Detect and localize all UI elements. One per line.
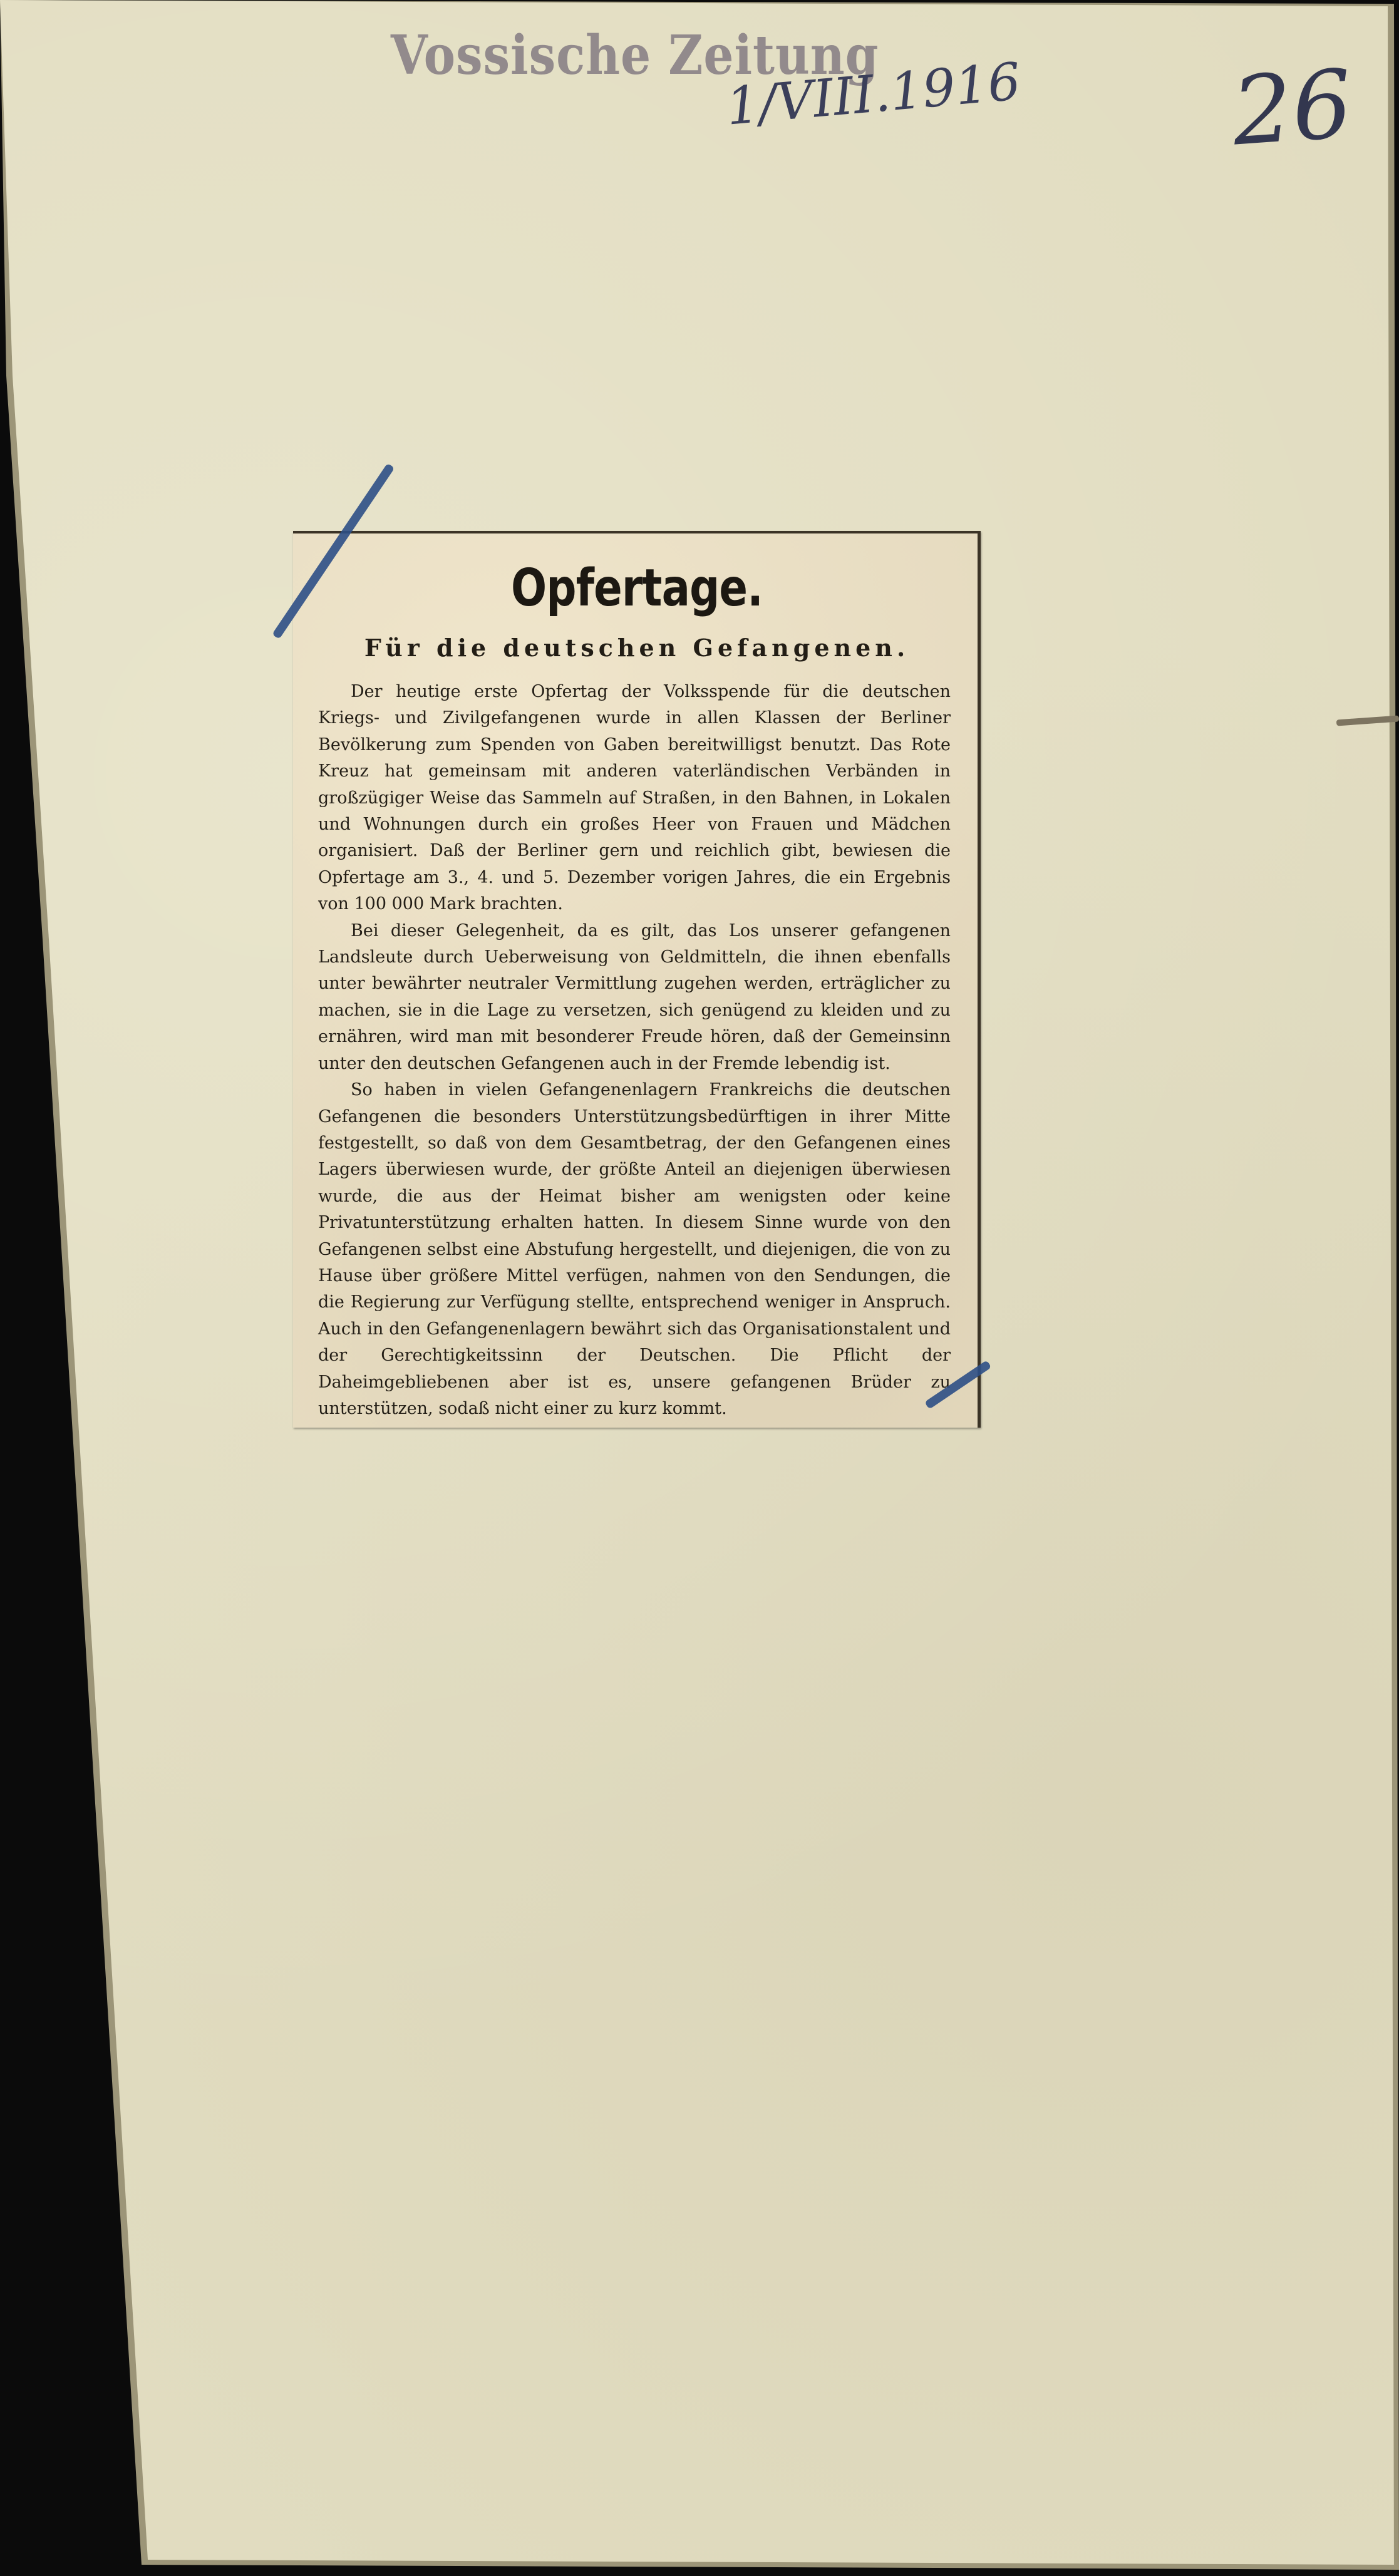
article-body bbox=[318, 679, 951, 1422]
article-paragraph-1: Der heutige erste Opfertag der Volksspende für die deutschen Kriegs- und Zivilgefangenen wurde in allen Klassen der Berliner Bevölkerung zum Spenden von Gaben bereitwilligst benutzt. Das Rote Kreuz hat gemeinsam mit anderen vaterländischen Verbänden in großzügiger Weise das Sammeln auf Straßen, in den Bahnen, in Lokalen und Wohnungen durch ein großes Heer von Frauen und Mädchen organisiert. Daß der Berliner gern und reichlich gibt, bewiesen die Opfertage am 3., 4. und 5. Dezember vorigen Jahres, die ein Ergebnis von 100 000 Mark brachten. bbox=[318, 682, 951, 914]
handwritten-date: 1/VIII.1916 bbox=[724, 51, 1023, 137]
newspaper-clipping bbox=[293, 531, 981, 1428]
article-paragraph-3: So haben in vielen Gefangenenlagern Frankreichs die deutschen Gefangenen die besonders Unterstützungsbedürftigen in ihrer Mitte festgestellt, so daß von dem Gesamtbetrag, der den Gefangenen eines Lagers überwiesen wurde, der größte Anteil an diejenigen überwiesen wurde, die aus der Heimat bisher am wenigsten oder keine Privatunterstützung erhalten hatten. In diesem Sinne wurde von den Gefangenen selbst eine Abstufung hergestellt, und diejenigen, die von zu Hause über größere Mittel verfügen, nahmen von den Sendungen, die die Regierung zur Verfügung stellte, entsprechend weniger in Anspruch. Auch in den Gefangenenlagern bewährt sich das Organisationstalent und der Gerechtigkeitssinn der Deutschen. Die Pflicht der Daheimgebliebenen aber ist es, unsere gefangenen Brüder zu unterstützen, sodaß nicht einer zu kurz kommt. bbox=[318, 1080, 951, 1418]
handwritten-page-number: 26 bbox=[1229, 49, 1356, 167]
article-title: Opfertage. bbox=[511, 559, 763, 618]
article-paragraph-2: Bei dieser Gelegenheit, da es gilt, das Los unserer gefangenen Landsleute durch Ueberweisung von Geldmitteln, die ihnen ebenfalls unter bewährter neutraler Vermittlung zugehen werden, erträglicher zu machen, sie in die Lage zu versetzen, sich genügend zu kleiden und zu ernähren, wird man mit besonderer Freude hören, daß der Gemeinsinn unter den deutschen Gefangenen auch in der Fremde lebendig ist. bbox=[318, 920, 951, 1073]
article-subtitle: Für die deutschen Gefangenen. bbox=[364, 634, 910, 662]
newspaper-stamp: Vossische Zeitung bbox=[391, 24, 879, 87]
